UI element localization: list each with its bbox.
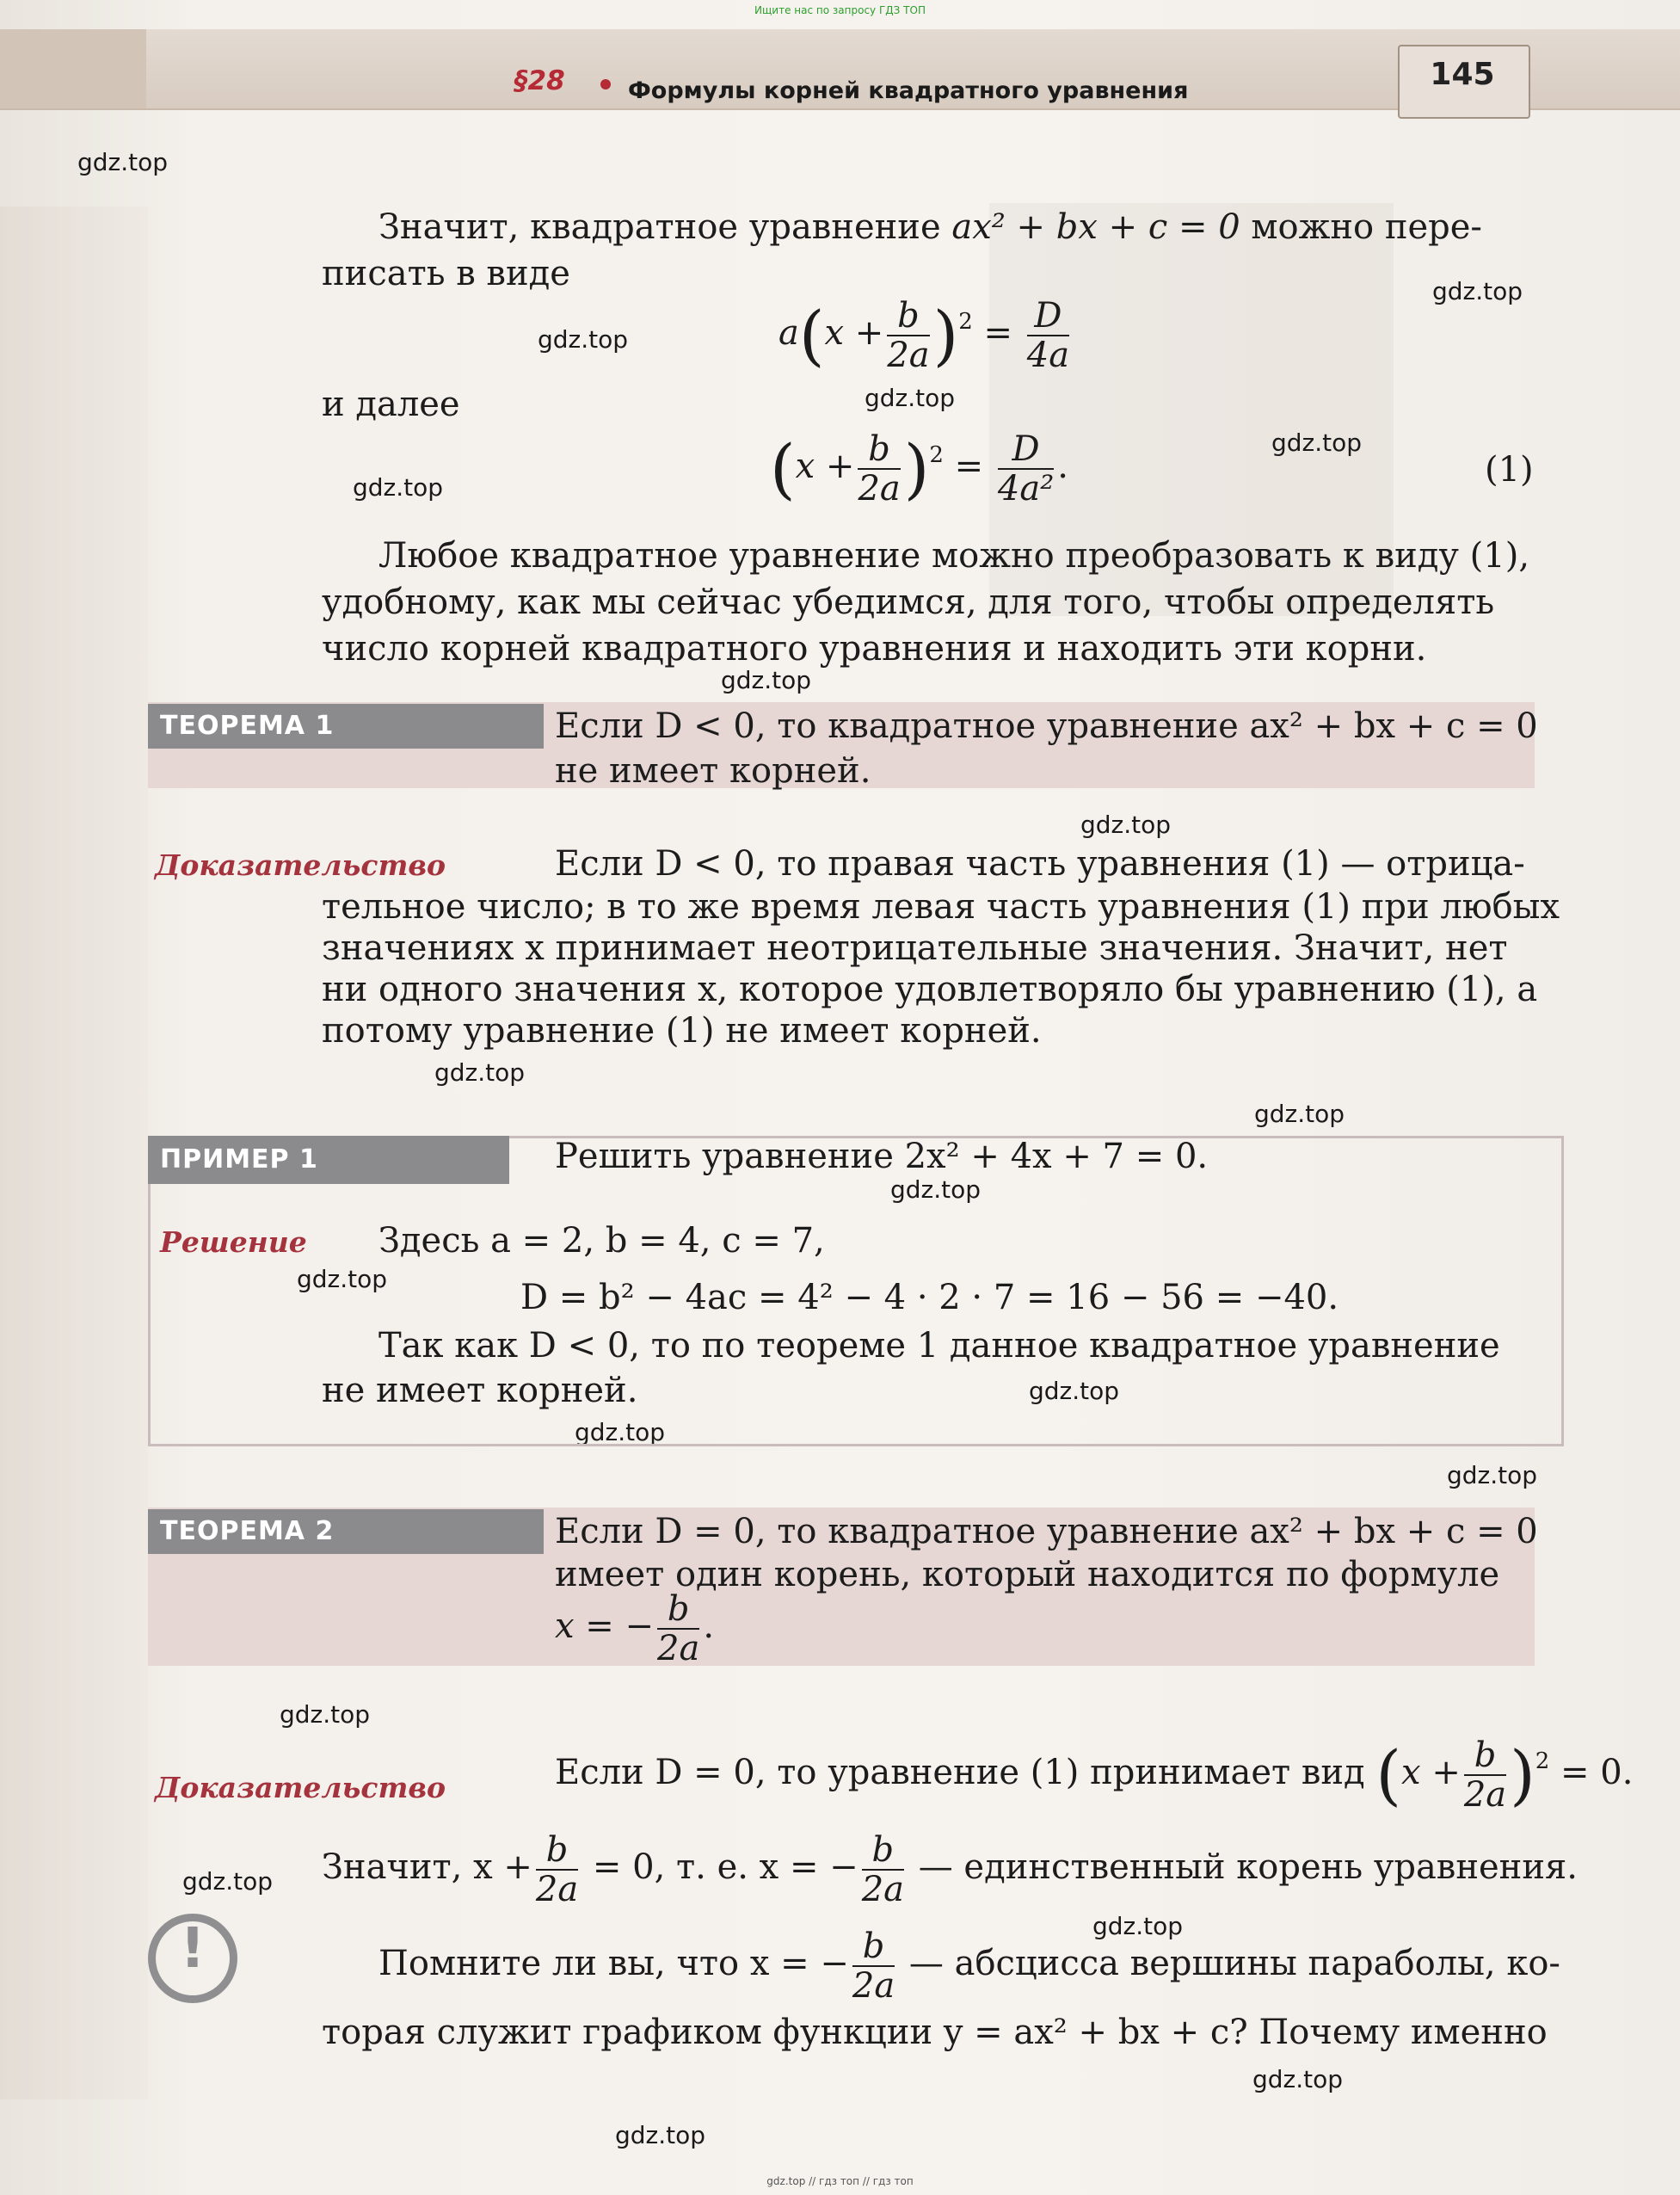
watermark: gdz.top xyxy=(280,1700,371,1729)
watermark: gdz.top xyxy=(1252,2065,1344,2093)
watermark: gdz.top xyxy=(538,325,629,354)
formula-num: b xyxy=(657,1590,699,1630)
proof-2-frac-den: 2a xyxy=(1463,1775,1507,1815)
solution-line: Так как D < 0, то по теореме 1 данное квадратное уравнение xyxy=(378,1326,1500,1366)
page-edge-shade xyxy=(0,207,148,2099)
solution-line: Здесь a = 2, b = 4, c = 7, xyxy=(378,1221,825,1261)
watermark: gdz.top xyxy=(1432,277,1523,305)
eq2-rhs xyxy=(998,430,1054,508)
example-1-label: ПРИМЕР 1 xyxy=(160,1144,318,1175)
watermark: gdz.top xyxy=(615,2121,706,2149)
proof-2-frac-num: b xyxy=(1464,1736,1506,1776)
top-banner: Ищите нас по запросу ГДЗ ТОП xyxy=(754,4,926,16)
eq1-coefficient: a xyxy=(778,313,799,353)
paragraph-line: Любое квадратное уравнение можно преобразовать к виду (1), xyxy=(378,536,1530,576)
solution-line: не имеет корней. xyxy=(322,1371,638,1410)
paren-open: ( xyxy=(1375,1736,1402,1813)
eq2-power: 2 xyxy=(929,442,944,468)
equation-2: (x + $\frac{b}{2a}$ )$^2$ = $\frac{D}{\text{4a²}}$ . xyxy=(770,429,1068,509)
theorem-1-label: ТЕОРЕМА 1 xyxy=(160,711,335,741)
formula-tail: . xyxy=(703,1606,715,1646)
section-number: §28 xyxy=(514,65,565,96)
eq2-frac-num: b xyxy=(858,430,900,470)
proof-2-power: 2 xyxy=(1535,1748,1550,1774)
proof-2-line2-a: Значит, x + xyxy=(322,1847,532,1887)
eq1-rhs xyxy=(1027,297,1069,374)
proof-2-line2-b: = 0, т. е. x = − xyxy=(582,1847,858,1887)
watermark: gdz.top xyxy=(865,384,956,412)
proof-line: значениях x принимает неотрицательные значения. Значит, нет xyxy=(322,928,1508,968)
proof-2-line-2 xyxy=(322,1831,1578,1908)
proof-2-num-2: b xyxy=(862,1831,904,1871)
theorem-2-formula xyxy=(555,1590,714,1668)
proof-1-label: Доказательство xyxy=(155,848,446,882)
proof-line: потому уравнение (1) не имеет корней. xyxy=(322,1011,1042,1051)
eq1-frac-den: 2a xyxy=(887,336,930,375)
watermark: gdz.top xyxy=(353,473,444,502)
watermark: gdz.top xyxy=(721,666,812,694)
solution-line: D = b² − 4ac = 4² − 4 · 2 · 7 = 16 − 56 = −40. xyxy=(520,1278,1339,1317)
proof-line: Если D < 0, то правая часть уравнения (1) — отрица- xyxy=(555,844,1525,884)
proof-2-den-1: 2a xyxy=(535,1870,579,1909)
header-left-block xyxy=(0,29,146,108)
bottom-banner: gdz.top // гдз топ // гдз топ xyxy=(766,2175,914,2187)
paren-open: ( xyxy=(770,430,796,507)
proof-line: тельное число; в то же время левая часть уравнения (1) при любых xyxy=(322,887,1560,927)
eq2-rhs-num: D xyxy=(998,430,1054,470)
watermark: gdz.top xyxy=(1092,1912,1184,1940)
equation-label: (1) xyxy=(1485,450,1534,490)
eq1-rhs-den: 4a xyxy=(1026,336,1070,375)
paren-open: ( xyxy=(798,297,825,373)
exclamation-mark-icon: ! xyxy=(180,1917,206,1981)
intro-equation: ax² + bx + c = 0 xyxy=(951,207,1240,247)
watermark: gdz.top xyxy=(434,1058,526,1087)
watermark: gdz.top xyxy=(77,148,169,176)
watermark: gdz.top xyxy=(1080,811,1172,839)
eq2-frac-den: 2a xyxy=(858,469,901,509)
intro-line-3: и далее xyxy=(322,385,460,424)
proof-2-line2-c: — единственный корень уравнения. xyxy=(908,1847,1578,1887)
proof-2-x: x + xyxy=(1401,1753,1461,1792)
eq1-x: x + xyxy=(824,313,884,353)
eq2-x: x + xyxy=(795,447,855,486)
proof-2-frac-1 xyxy=(536,1831,578,1908)
eq1-rhs-num: D xyxy=(1027,297,1069,336)
paren-close: ) xyxy=(903,430,930,507)
formula-den: 2a xyxy=(657,1629,700,1668)
watermark: gdz.top xyxy=(182,1867,274,1896)
theorem-2-line-2: имеет один корень, который находится по формуле xyxy=(555,1555,1500,1594)
theorem-1-line-1: Если D < 0, то квадратное уравнение ax² + bx + c = 0 xyxy=(555,706,1538,746)
proof-2-label: Доказательство xyxy=(155,1771,446,1804)
section-title: Формулы корней квадратного уравнения xyxy=(628,77,1189,104)
example-1-task: Решить уравнение 2x² + 4x + 7 = 0. xyxy=(555,1137,1209,1176)
watermark: gdz.top xyxy=(1029,1377,1120,1405)
proof-2-tail: = 0. xyxy=(1549,1753,1634,1792)
watermark: gdz.top xyxy=(1254,1100,1345,1128)
proof-2-num-1: b xyxy=(536,1831,578,1871)
theorem-1-line-2: не имеет корней. xyxy=(555,751,871,791)
page-number: 145 xyxy=(1430,57,1495,92)
proof-2-den-2: 2a xyxy=(861,1870,904,1909)
watermark: gdz.top xyxy=(1447,1461,1538,1489)
proof-2-frac-2 xyxy=(862,1831,904,1908)
note-text-a: Помните ли вы, что x = − xyxy=(378,1944,849,1983)
paragraph-line: число корней квадратного уравнения и находить эти корни. xyxy=(322,629,1427,669)
eq1-frac-num: b xyxy=(887,297,929,336)
intro-line-1 xyxy=(378,205,1482,250)
watermark: gdz.top xyxy=(890,1175,982,1204)
note-num: b xyxy=(852,1927,895,1967)
note-line-2: торая служит графиком функции y = ax² + bx + c? Почему именно xyxy=(322,2013,1548,2052)
solution-label: Решение xyxy=(160,1225,307,1259)
paren-close: ) xyxy=(932,297,959,373)
note-line-1 xyxy=(378,1927,1560,2005)
formula-fraction xyxy=(657,1590,699,1668)
eq1-power: 2 xyxy=(958,309,973,335)
theorem-2-line-1: Если D = 0, то квадратное уравнение ax² + bx + c = 0 xyxy=(555,1512,1538,1551)
proof-line: ни одного значения x, которое удовлетворяло бы уравнению (1), а xyxy=(322,970,1538,1009)
note-den: 2a xyxy=(852,1966,895,2006)
note-text-b: — абсцисса вершины параболы, ко- xyxy=(898,1944,1560,1983)
eq2-fraction xyxy=(858,430,900,508)
proof-2-line-1 xyxy=(555,1736,1633,1814)
formula-lhs: x = − xyxy=(555,1606,655,1646)
proof-2-fraction xyxy=(1464,1736,1506,1814)
section-dot-icon xyxy=(600,79,611,89)
intro-line-2: писать в виде xyxy=(322,254,570,293)
paren-close: ) xyxy=(1510,1736,1535,1813)
equation-1: a(x + $\frac{b}{2a}$ )$^2$ = $\frac{D}{4a}$ xyxy=(778,296,1070,375)
eq2-rhs-den: 4a² xyxy=(997,469,1055,509)
watermark: gdz.top xyxy=(1271,429,1363,457)
intro-text: Значит, квадратное уравнение xyxy=(378,207,952,247)
intro-text-tail: можно пере- xyxy=(1240,207,1482,247)
note-fraction xyxy=(852,1927,895,2005)
paragraph-line: удобному, как мы сейчас убедимся, для того, чтобы определять xyxy=(322,583,1495,622)
eq1-fraction xyxy=(887,297,929,374)
proof-2-text: Если D = 0, то уравнение (1) принимает вид xyxy=(555,1753,1365,1792)
theorem-2-label: ТЕОРЕМА 2 xyxy=(160,1516,335,1546)
watermark: gdz.top xyxy=(297,1265,388,1293)
watermark: gdz.top xyxy=(575,1418,666,1446)
